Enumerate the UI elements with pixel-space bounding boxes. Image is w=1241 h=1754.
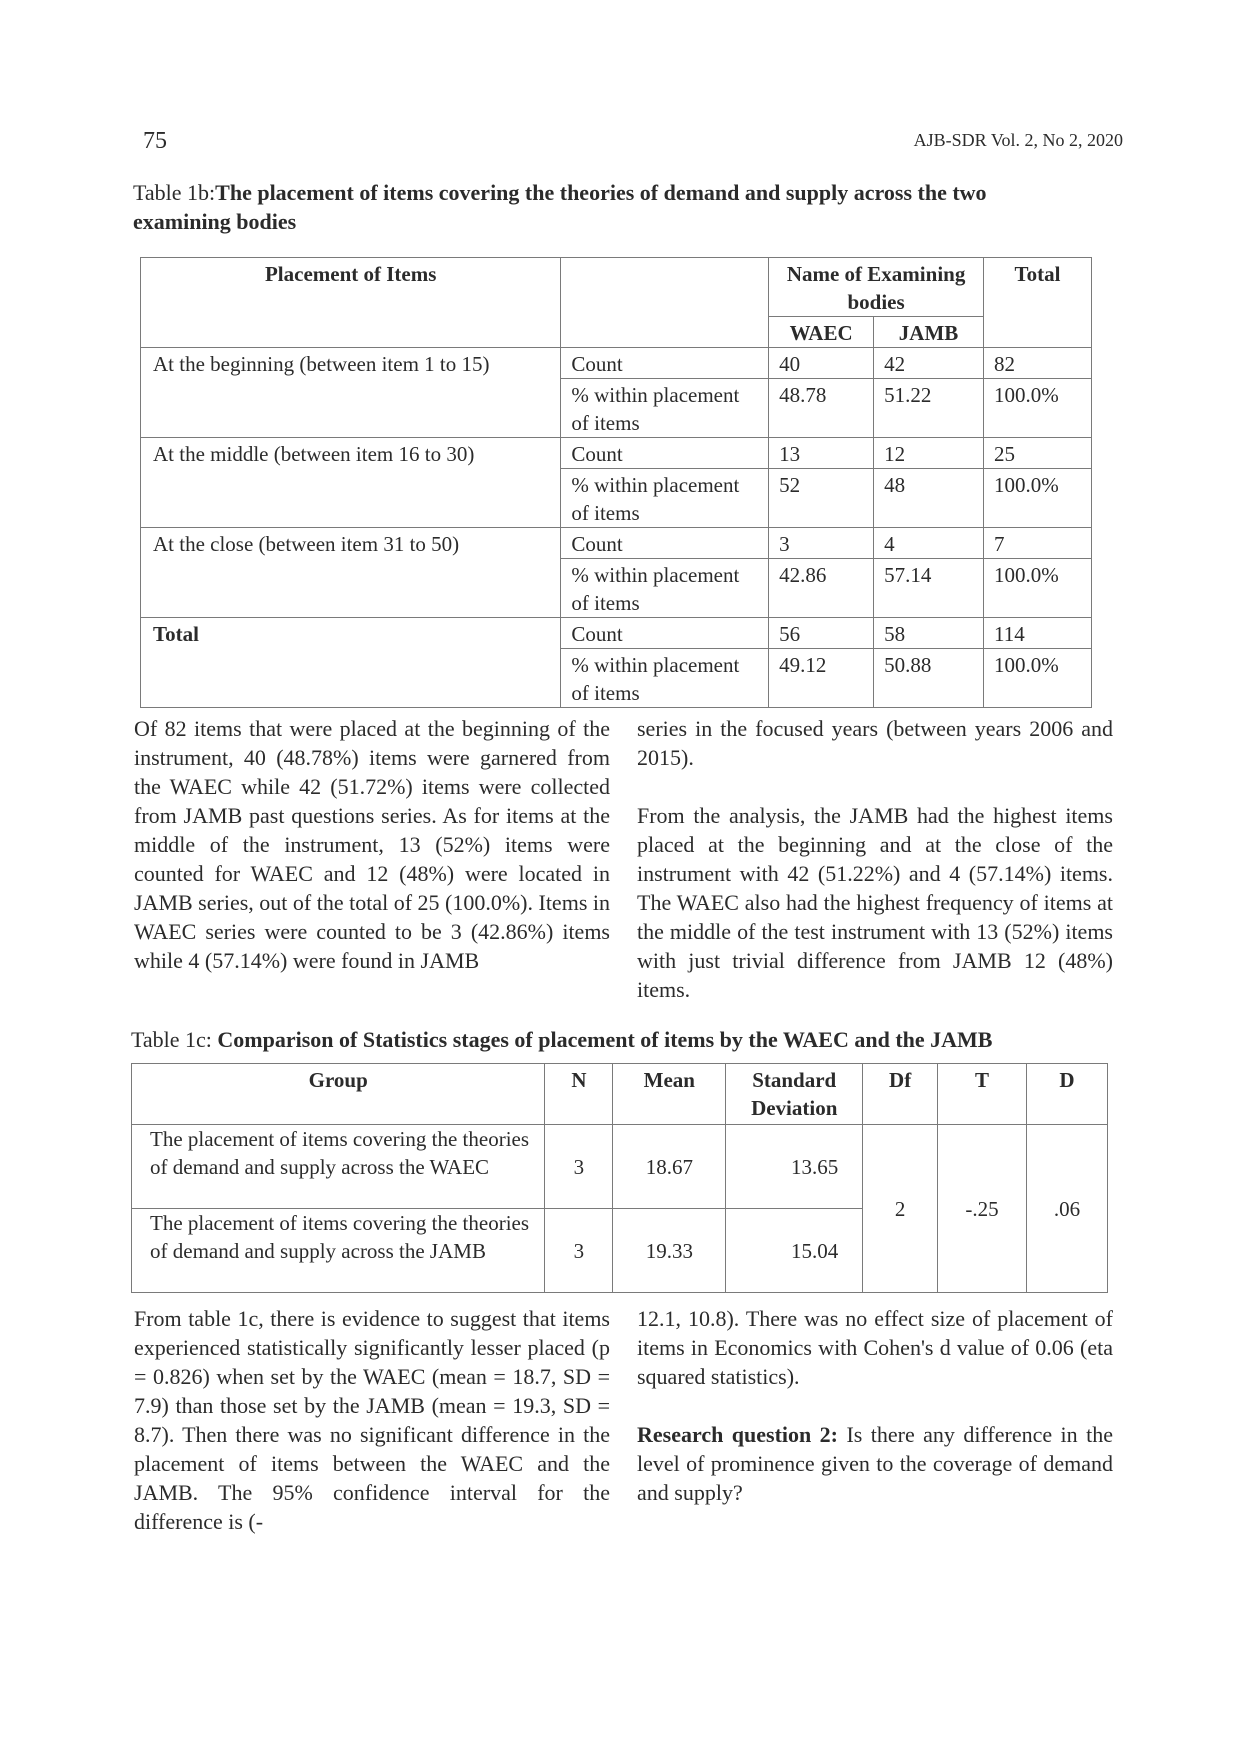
count-waec: 56: [769, 618, 874, 649]
d-value: .06: [1027, 1125, 1108, 1293]
header-d: D: [1027, 1064, 1108, 1125]
text-column-right-2: [637, 1304, 1113, 1507]
pct-jamb: 57.14: [874, 559, 984, 618]
count-total: 114: [984, 618, 1092, 649]
header-df: Df: [863, 1064, 938, 1125]
header-placement: Placement of Items: [141, 258, 561, 348]
page-number: 75: [143, 128, 167, 154]
count-waec: 3: [769, 528, 874, 559]
n-value: 3: [545, 1209, 613, 1293]
count-total: 82: [984, 348, 1092, 379]
count-waec: 40: [769, 348, 874, 379]
df-value: 2: [863, 1125, 938, 1293]
text-column-left-2: [134, 1304, 610, 1536]
table-row: [141, 618, 1092, 649]
count-label: Count: [561, 528, 769, 559]
header-examining-bodies: Name of Examining bodies: [769, 258, 984, 317]
pct-waec: 42.86: [769, 559, 874, 618]
table-1c-caption: [131, 1025, 1121, 1054]
paragraph: From the analysis, the JAMB had the highest items placed at the beginning and at the close of the instrument with 42 (51.22%) and 4 (57.14%) items. The WAEC also had the highest frequency of items at the middle of the test instrument with 13 (52%) items with just trivial difference from JAMB 12 (48%) items.: [637, 803, 1113, 1002]
pct-label: % within placement of items: [561, 559, 769, 618]
table-1b-caption-prefix: Table 1b:: [133, 180, 216, 205]
paragraph: series in the focused years (between years 2006 and 2015).: [637, 716, 1113, 770]
table-row: [141, 438, 1092, 469]
header-blank: [561, 258, 769, 348]
sd-value: 13.65: [726, 1125, 863, 1209]
pct-waec: 48.78: [769, 379, 874, 438]
row-label: At the beginning (between item 1 to 15): [141, 348, 561, 438]
table-row: [132, 1125, 1108, 1209]
group-label: The placement of items covering the theories of demand and supply across the JAMB: [132, 1209, 545, 1293]
row-label: At the close (between item 31 to 50): [141, 528, 561, 618]
research-question: [637, 1420, 1113, 1507]
table-row: [141, 348, 1092, 379]
count-jamb: 12: [874, 438, 984, 469]
pct-label: % within placement of items: [561, 649, 769, 708]
mean-value: 18.67: [613, 1125, 726, 1209]
sd-value: 15.04: [726, 1209, 863, 1293]
pct-jamb: 50.88: [874, 649, 984, 708]
pct-total: 100.0%: [984, 649, 1092, 708]
table-row: [141, 528, 1092, 559]
pct-total: 100.0%: [984, 559, 1092, 618]
group-label: The placement of items covering the theories of demand and supply across the WAEC: [132, 1125, 545, 1209]
pct-jamb: 51.22: [874, 379, 984, 438]
header-jamb: JAMB: [874, 317, 984, 348]
count-jamb: 42: [874, 348, 984, 379]
research-question-text: Is there any difference in the level of prominence given to the coverage of demand and supply?: [637, 1422, 1113, 1505]
mean-value: 19.33: [613, 1209, 726, 1293]
header-group: Group: [132, 1064, 545, 1125]
count-label: Count: [561, 348, 769, 379]
header-total: Total: [984, 258, 1092, 348]
row-label: At the middle (between item 16 to 30): [141, 438, 561, 528]
count-jamb: 4: [874, 528, 984, 559]
paragraph: Of 82 items that were placed at the beginning of the instrument, 40 (48.78%) items were garnered from the WAEC while 42 (51.72%) items were collected from JAMB past questions series. As for items at the middle of the instrument, 13 (52%) items were counted for WAEC and 12 (48%) were located in JAMB series, out of the total of 25 (100.0%). Items in WAEC series were counted to be 3 (42.86%) items while 4 (57.14%) were found in JAMB: [134, 716, 610, 973]
header-n: N: [545, 1064, 613, 1125]
research-question-label: Research question 2:: [637, 1422, 839, 1447]
t-value: -.25: [938, 1125, 1027, 1293]
pct-label: % within placement of items: [561, 469, 769, 528]
pct-total: 100.0%: [984, 469, 1092, 528]
header-mean: Mean: [613, 1064, 726, 1125]
pct-jamb: 48: [874, 469, 984, 528]
table-1c: [131, 1063, 1108, 1293]
table-1c-caption-prefix: Table 1c:: [131, 1027, 218, 1052]
pct-label: % within placement of items: [561, 379, 769, 438]
pct-total: 100.0%: [984, 379, 1092, 438]
header-t: T: [938, 1064, 1027, 1125]
journal-reference: AJB-SDR Vol. 2, No 2, 2020: [913, 130, 1123, 150]
text-column-left-1: [134, 714, 610, 975]
row-label: Total: [141, 618, 561, 708]
count-total: 25: [984, 438, 1092, 469]
table-1c-caption-title: Comparison of Statistics stages of placement of items by the WAEC and the JAMB: [217, 1027, 993, 1052]
count-jamb: 58: [874, 618, 984, 649]
n-value: 3: [545, 1125, 613, 1209]
pct-waec: 52: [769, 469, 874, 528]
text-column-right-1: [637, 714, 1113, 1004]
table-1b-caption-title: The placement of items covering the theories of demand and supply across the two examining bodies: [133, 180, 987, 234]
paragraph: 12.1, 10.8). There was no effect size of placement of items in Economics with Cohen's d value of 0.06 (eta squared statistics).: [637, 1306, 1113, 1389]
header-waec: WAEC: [769, 317, 874, 348]
paragraph: From table 1c, there is evidence to suggest that items experienced statistically significantly lesser placed (p = 0.826) when set by the WAEC (mean = 18.7, SD = 7.9) than those set by the JAMB (mean = 19.3, SD = 8.7). Then there was no significant difference in the placement of items between the WAEC and the JAMB. The 95% confidence interval for the difference is (-: [134, 1306, 610, 1534]
count-waec: 13: [769, 438, 874, 469]
count-label: Count: [561, 618, 769, 649]
table-1b: [140, 257, 1092, 708]
header-sd: Standard Deviation: [726, 1064, 863, 1125]
table-1b-caption: [133, 178, 1033, 236]
pct-waec: 49.12: [769, 649, 874, 708]
count-total: 7: [984, 528, 1092, 559]
count-label: Count: [561, 438, 769, 469]
